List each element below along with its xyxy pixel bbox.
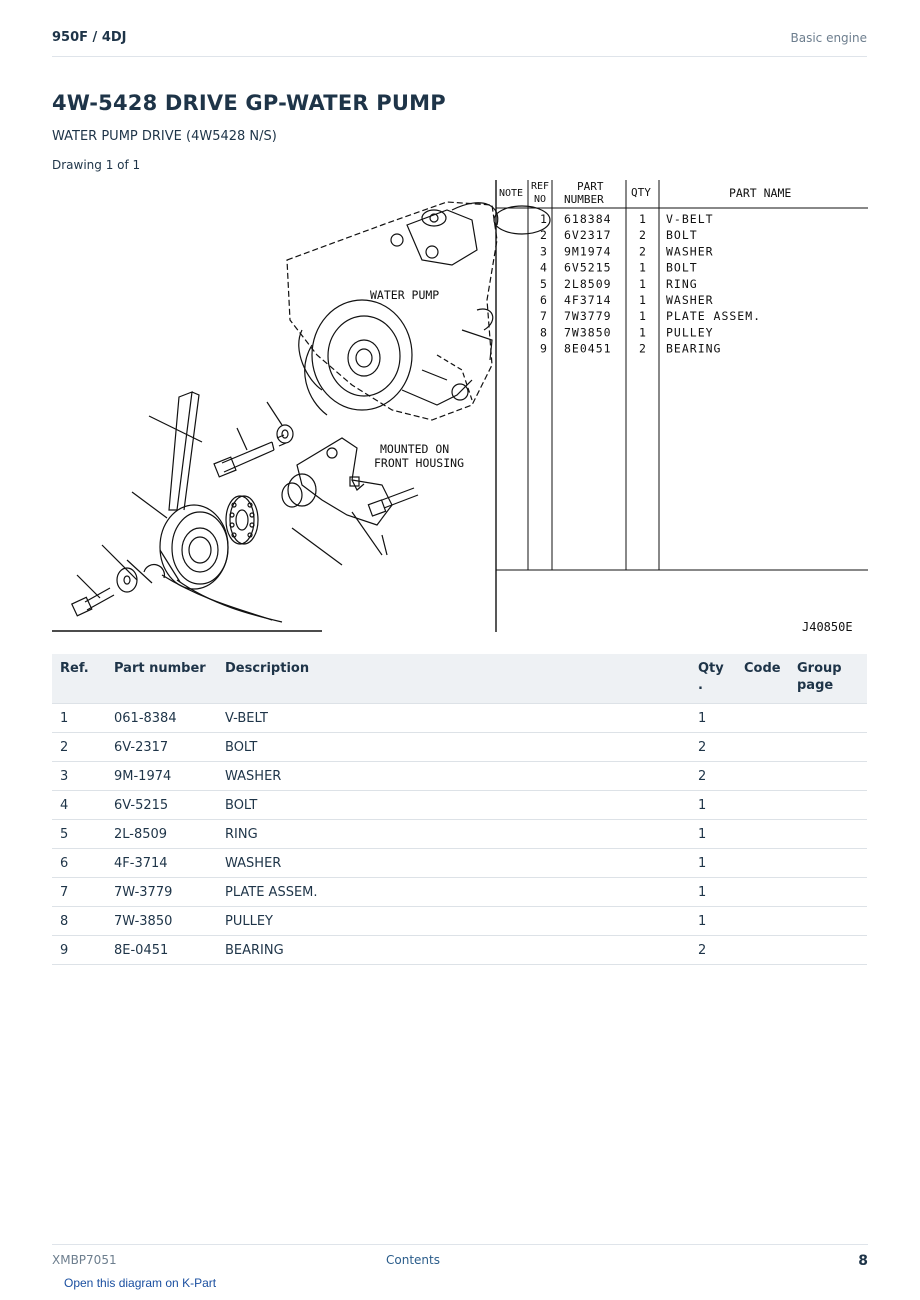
header-qty: QTY [631, 186, 651, 199]
scan-cell-qty: 2 [639, 228, 647, 243]
cell-ref: 9 [52, 936, 106, 965]
scan-cell-pn: 7W3850 [564, 325, 612, 340]
cell-group [789, 849, 867, 878]
cell-part-number: 6V-5215 [106, 791, 217, 820]
scan-cell-ref: 1 [540, 212, 548, 226]
cell-part-number: 2L-8509 [106, 820, 217, 849]
cell-description: RING [217, 820, 690, 849]
cell-code [736, 791, 789, 820]
scan-cell-name: BEARING [666, 341, 722, 356]
header-ref: REF [531, 181, 550, 192]
scan-cell-ref: 4 [540, 260, 548, 275]
cell-description: BOLT [217, 791, 690, 820]
scan-cell-pn: 618384 [564, 212, 612, 226]
document-id: XMBP7051 [52, 1253, 117, 1267]
cell-group [789, 878, 867, 907]
cell-description: PLATE ASSEM. [217, 878, 690, 907]
scan-cell-pn: 7W3779 [564, 309, 612, 324]
cell-qty: 1 [690, 907, 736, 936]
table-row [52, 762, 867, 791]
scan-cell-name: RING [666, 276, 698, 291]
scan-cell-name: PLATE ASSEM. [666, 309, 762, 324]
scan-cell-name: BOLT [666, 260, 698, 275]
cell-part-number: 9M-1974 [106, 762, 217, 791]
table-row [52, 936, 867, 965]
header-part: PART [577, 180, 604, 193]
table-row [52, 907, 867, 936]
header-number: NUMBER [564, 193, 604, 206]
scan-cell-ref: 7 [540, 309, 548, 324]
cell-group [789, 733, 867, 762]
cell-part-number: 7W-3779 [106, 878, 217, 907]
cell-ref: 2 [52, 733, 106, 762]
machine-model: 950F / 4DJ [52, 30, 127, 45]
col-code: Code [736, 654, 789, 704]
col-group-line2: page [797, 678, 834, 693]
scan-cell-name: WASHER [666, 293, 714, 307]
scan-cell-qty: 1 [639, 260, 647, 275]
scan-cell-pn: 4F3714 [564, 293, 612, 307]
cell-description: BEARING [217, 936, 690, 965]
scan-cell-pn: 8E0451 [564, 341, 612, 356]
scan-cell-pn: 6V5215 [564, 260, 612, 275]
table-row [52, 733, 867, 762]
section-name: Basic engine [790, 31, 867, 45]
drawing-id: J40850E [802, 620, 853, 634]
cell-code [736, 704, 789, 733]
cell-code [736, 733, 789, 762]
scan-cell-qty: 1 [639, 212, 647, 226]
open-in-kpart-link[interactable]: Open this diagram on K-Part [64, 1276, 217, 1290]
scan-cell-name: V-BELT [666, 212, 714, 226]
drawing-counter: Drawing 1 of 1 [52, 158, 141, 172]
scan-cell-pn: 6V2317 [564, 228, 612, 243]
scan-cell-name: WASHER [666, 244, 714, 259]
scan-cell-ref: 2 [540, 228, 548, 243]
scan-cell-name: BOLT [666, 228, 698, 243]
scan-cell-qty: 1 [639, 309, 647, 324]
header-part-name: PART NAME [729, 186, 792, 200]
cell-part-number: 4F-3714 [106, 849, 217, 878]
parts-table [52, 654, 867, 965]
cell-ref: 8 [52, 907, 106, 936]
cell-description: V-BELT [217, 704, 690, 733]
scan-cell-qty: 1 [639, 325, 647, 340]
scan-cell-qty: 2 [639, 341, 647, 356]
cell-ref: 3 [52, 762, 106, 791]
scan-cell-name: PULLEY [666, 325, 714, 340]
page-header [52, 28, 867, 57]
scan-cell-pn: 9M1974 [564, 244, 612, 259]
col-ref: Ref. [52, 654, 106, 704]
cell-part-number: 8E-0451 [106, 936, 217, 965]
cell-code [736, 849, 789, 878]
exploded-drawing [52, 202, 550, 631]
scan-cell-ref: 5 [540, 276, 548, 291]
scan-cell-qty: 1 [639, 276, 647, 291]
header-no: NO [534, 194, 547, 205]
table-row [52, 704, 867, 733]
cell-qty: 2 [690, 936, 736, 965]
scan-cell-pn: 2L8509 [564, 276, 612, 291]
cell-part-number: 7W-3850 [106, 907, 217, 936]
label-front-housing: FRONT HOUSING [374, 456, 465, 470]
cell-part-number: 061-8384 [106, 704, 217, 733]
header-note: NOTE [499, 188, 524, 199]
col-qty-line1: Qty [698, 661, 724, 676]
scan-cell-qty: 2 [639, 244, 647, 259]
cell-qty: 1 [690, 878, 736, 907]
col-qty-line2: . [698, 678, 703, 693]
parts-table-header [52, 654, 867, 704]
cell-ref: 5 [52, 820, 106, 849]
cell-code [736, 936, 789, 965]
cell-code [736, 762, 789, 791]
cell-group [789, 820, 867, 849]
label-mounted-on: MOUNTED ON [380, 442, 450, 456]
scan-cell-ref: 8 [540, 325, 548, 340]
table-row [52, 820, 867, 849]
cell-description: BOLT [217, 733, 690, 762]
cell-group [789, 907, 867, 936]
cell-group [789, 791, 867, 820]
col-description: Description [217, 654, 690, 704]
cell-description: WASHER [217, 849, 690, 878]
contents-link[interactable]: Contents [386, 1253, 440, 1267]
cell-code [736, 878, 789, 907]
table-row [52, 849, 867, 878]
cell-code [736, 820, 789, 849]
col-part-number: Part number [106, 654, 217, 704]
cell-qty: 1 [690, 849, 736, 878]
scan-cell-ref: 3 [540, 244, 548, 259]
cell-qty: 1 [690, 704, 736, 733]
cell-qty: 2 [690, 733, 736, 762]
cell-description: WASHER [217, 762, 690, 791]
cell-part-number: 6V-2317 [106, 733, 217, 762]
col-qty [690, 654, 736, 704]
cell-ref: 6 [52, 849, 106, 878]
scan-cell-qty: 1 [639, 293, 647, 307]
cell-qty: 2 [690, 762, 736, 791]
page-title: 4W-5428 DRIVE GP-WATER PUMP [52, 91, 446, 115]
scan-cell-ref: 6 [540, 293, 548, 307]
cell-group [789, 704, 867, 733]
cell-group [789, 936, 867, 965]
parts-table-body [52, 704, 867, 965]
cell-qty: 1 [690, 791, 736, 820]
cell-group [789, 762, 867, 791]
page-number: 8 [858, 1253, 868, 1269]
page-subtitle: WATER PUMP DRIVE (4W5428 N/S) [52, 129, 277, 144]
page-footer [52, 1244, 868, 1269]
table-row [52, 878, 867, 907]
cell-qty: 1 [690, 820, 736, 849]
scan-cell-ref: 9 [540, 341, 548, 356]
parts-diagram-svg [52, 180, 872, 636]
col-group-page [789, 654, 867, 704]
scanned-rows [540, 212, 761, 356]
table-row [52, 791, 867, 820]
cell-ref: 7 [52, 878, 106, 907]
label-water-pump: WATER PUMP [370, 288, 440, 302]
cell-description: PULLEY [217, 907, 690, 936]
cell-ref: 1 [52, 704, 106, 733]
cell-code [736, 907, 789, 936]
parts-diagram [52, 180, 872, 636]
cell-ref: 4 [52, 791, 106, 820]
col-group-line1: Group [797, 661, 842, 676]
